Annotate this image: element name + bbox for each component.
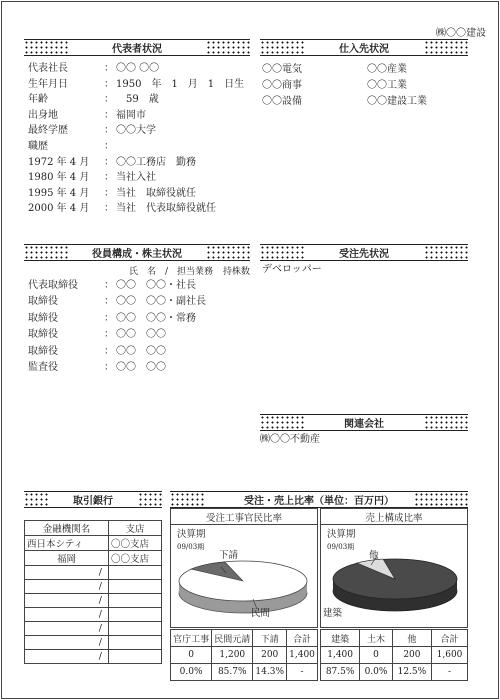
dot-pattern (24, 40, 68, 55)
dot-pattern (138, 492, 162, 507)
banks-title: 取引銀行 (69, 492, 117, 507)
rep-label: 1995 年 4 月 (28, 187, 90, 199)
sales-period: 決算期 (327, 529, 356, 540)
officers-col-name: 氏 名 / 担当業務 (128, 267, 213, 277)
supplier-item: 〇〇商事 (262, 80, 302, 91)
orders-ratios-cell: - (287, 664, 318, 681)
supplier-item: 〇〇産業 (367, 64, 407, 75)
orders-values-cell: 1,200 (212, 647, 253, 664)
suppliers-list (262, 62, 477, 109)
officer-colon: ： (104, 345, 114, 357)
officer-name: 〇〇 〇〇・社長 (116, 280, 196, 291)
rep-label: 2000 年 4 月 (28, 203, 90, 215)
officer-name: 〇〇 〇〇 (116, 329, 166, 341)
rep-value: 1950 年 1 月 1 日生 (116, 78, 245, 90)
rep-label: 出身地 (28, 109, 58, 121)
sales-values-cell: 1,400 (321, 647, 360, 664)
sales-ratios-row (321, 664, 468, 681)
rep-value (114, 139, 116, 155)
supplier-item: 〇〇設備 (262, 96, 302, 107)
dot-pattern (414, 492, 468, 507)
rep-value: 59 歳 (116, 94, 159, 106)
report-page (1, 1, 499, 699)
sales-ratios-cell: 87.5% (321, 664, 360, 681)
officer-name: 〇〇 〇〇 (116, 362, 166, 374)
rep-value: 福岡市 (116, 109, 146, 121)
rep-row (28, 139, 258, 155)
supplier-item: 〇〇建設工業 (367, 96, 427, 107)
rep-label: 1972 年 4 月 (28, 156, 90, 168)
bank-col-branch: 支店 (109, 521, 162, 536)
sales-chart-title: 売上構成比率 (321, 510, 467, 525)
rep-row (28, 170, 258, 186)
rep-row (28, 201, 258, 217)
orders-headers-cell: 合計 (287, 630, 318, 647)
dot-pattern (206, 40, 250, 55)
sales-values-cell: 0 (360, 647, 393, 664)
customers-list (262, 262, 322, 278)
officer-row (28, 344, 258, 360)
orders-headers-cell: 官庁工事 (171, 630, 212, 647)
banks-table (24, 520, 162, 664)
sales-headers-row (321, 630, 468, 647)
sales-values-cell: 1,600 (432, 647, 468, 664)
orders-chart-panel (170, 508, 318, 628)
dot-pattern (206, 245, 250, 260)
rep-colon: ： (104, 109, 114, 121)
sales-headers-cell: 他 (392, 630, 431, 647)
rep-value: 当社入社 (116, 172, 156, 184)
rep-row (28, 186, 258, 202)
sales-headers-cell: 建築 (321, 630, 360, 647)
orders-sales-title: 受注・売上比率（単位：百万円） (240, 492, 398, 507)
bank-row-empty (25, 636, 162, 650)
bank-slash: / (25, 636, 109, 650)
orders-ratios-row (171, 664, 318, 681)
rep-value: 〇〇大学 (116, 125, 156, 137)
sales-pie-chart (321, 509, 469, 629)
officer-role: 取締役 (28, 296, 58, 308)
sales-ratios-cell: 12.5% (392, 664, 431, 681)
officer-colon: ： (104, 329, 114, 341)
orders-label-private: 民間 (251, 608, 271, 619)
bank-branch: 〇〇支店 (109, 551, 162, 566)
orders-headers-row (171, 630, 318, 647)
representative-list (28, 61, 258, 217)
officer-role: 取締役 (28, 312, 58, 324)
dot-pattern (424, 40, 468, 55)
sales-headers-cell: 土木 (360, 630, 393, 647)
suppliers-header (260, 39, 468, 56)
bank-row-empty (25, 580, 162, 594)
bank-branch: 〇〇支店 (109, 536, 162, 551)
bank-name: 福岡 (25, 551, 109, 566)
rep-colon: ： (104, 203, 114, 215)
dot-pattern (170, 492, 206, 507)
sales-ratios-cell: 0.0% (360, 664, 393, 681)
rep-row (28, 123, 258, 139)
officer-colon: ： (104, 362, 114, 374)
bank-name: 西日本シティ (25, 536, 109, 551)
dot-pattern (24, 492, 48, 507)
dot-pattern (424, 245, 468, 260)
bank-slash: / (25, 622, 109, 636)
orders-headers-cell: 民間元請 (212, 630, 253, 647)
bank-row-empty (25, 594, 162, 608)
bank-slash: / (25, 594, 109, 608)
rep-value: 当社 代表取締役就任 (116, 203, 216, 215)
officer-role: 監査役 (28, 362, 58, 374)
rep-colon: ： (104, 187, 114, 199)
dot-pattern (260, 245, 304, 260)
officer-colon: ： (104, 312, 114, 324)
sales-table (320, 629, 468, 681)
rep-label: 職歴 (28, 140, 48, 152)
orders-label-sub: 下請 (219, 550, 239, 561)
bank-row (25, 551, 162, 566)
sales-date: 09/03期 (327, 543, 355, 551)
rep-colon: ： (104, 125, 114, 137)
officer-name: 〇〇 〇〇 (116, 345, 166, 357)
rep-colon: ： (104, 78, 114, 90)
bank-branch-empty (109, 566, 162, 580)
orders-ratios-cell: 0.0% (171, 664, 212, 681)
suppliers-title: 仕入先状況 (335, 40, 393, 55)
company-name: ㈱〇〇建設 (436, 28, 486, 39)
orders-pie-chart (171, 509, 319, 629)
representative-title: 代表者状況 (108, 40, 166, 55)
affiliate-item: ㈱〇〇不動産 (260, 434, 320, 445)
officer-role: 代表取締役 (28, 280, 78, 291)
orders-sales-header (170, 491, 468, 508)
dot-pattern (260, 415, 304, 430)
orders-ratios-cell: 85.7% (212, 664, 253, 681)
sales-headers-cell: 合計 (432, 630, 468, 647)
affiliates-title: 関連会社 (340, 415, 388, 430)
orders-headers-cell: 下請 (253, 630, 287, 647)
orders-values-row (171, 647, 318, 664)
customer-item: デベロッパー (262, 264, 322, 275)
rep-value: 〇〇工務店 勤務 (116, 156, 196, 168)
orders-period: 決算期 (177, 529, 206, 540)
officer-row (28, 294, 258, 310)
orders-ratios-cell: 14.3% (253, 664, 287, 681)
rep-value: 当社 取締役就任 (116, 187, 196, 199)
affiliates-list (260, 432, 320, 448)
rep-colon: ： (104, 156, 114, 168)
officer-row (28, 311, 258, 327)
bank-slash: / (25, 566, 109, 580)
supplier-item: 〇〇工業 (367, 80, 407, 91)
dot-pattern (24, 245, 68, 260)
rep-colon: ： (104, 172, 114, 184)
rep-label: 1980 年 4 月 (28, 172, 90, 184)
rep-row (28, 77, 258, 93)
sales-values-row (321, 647, 468, 664)
sales-chart-panel (320, 508, 468, 628)
orders-values-cell: 200 (253, 647, 287, 664)
officer-row (28, 360, 258, 376)
bank-row-empty (25, 650, 162, 664)
dot-pattern (260, 40, 304, 55)
officers-column-header (24, 264, 250, 277)
bank-branch-empty (109, 608, 162, 622)
bank-row-empty (25, 608, 162, 622)
bank-branch-empty (109, 636, 162, 650)
bank-slash: / (25, 650, 109, 664)
officer-name: 〇〇 〇〇・副社長 (116, 296, 206, 308)
orders-values-cell: 0 (171, 647, 212, 664)
orders-chart-title: 受注工事官民比率 (171, 510, 317, 525)
officer-row (28, 278, 258, 294)
orders-values-cell: 1,400 (287, 647, 318, 664)
bank-row (25, 536, 162, 551)
banks-header (24, 491, 162, 508)
orders-date: 09/03期 (177, 543, 205, 551)
rep-colon: ： (104, 94, 114, 106)
bank-slash: / (25, 580, 109, 594)
orders-table (170, 629, 318, 681)
sales-ratios-cell: - (432, 664, 468, 681)
rep-label: 生年月日 (28, 78, 68, 90)
officer-colon: ： (104, 296, 114, 308)
supplier-item: 〇〇電気 (262, 64, 302, 75)
officers-list (28, 278, 258, 376)
officer-colon: ： (104, 280, 114, 291)
dot-pattern (424, 415, 468, 430)
bank-branch-empty (109, 622, 162, 636)
rep-label: 代表社長 (28, 63, 68, 74)
bank-row-empty (25, 622, 162, 636)
bank-col-name: 金融機関名 (25, 521, 109, 536)
sales-label-building: 建築 (323, 608, 343, 619)
rep-label: 年齢 (28, 94, 48, 106)
officer-row (28, 327, 258, 343)
rep-value: 〇〇 〇〇 (116, 63, 160, 74)
rep-row (28, 92, 258, 108)
bank-branch-empty (109, 580, 162, 594)
bank-row-empty (25, 566, 162, 580)
sales-values-cell: 200 (392, 647, 431, 664)
rep-colon: ： (104, 140, 114, 152)
officer-role: 取締役 (28, 329, 58, 341)
officers-col-shares: 持株数 (222, 267, 250, 277)
affiliates-header (260, 414, 468, 431)
customers-title: 受注先状況 (335, 245, 393, 260)
officers-header (24, 244, 250, 261)
bank-branch-empty (109, 650, 162, 664)
rep-label: 最終学歴 (28, 125, 68, 137)
representative-header (24, 39, 250, 56)
rep-row (28, 155, 258, 171)
officer-name: 〇〇 〇〇・常務 (116, 312, 196, 324)
rep-row (28, 108, 258, 124)
bank-branch-empty (109, 594, 162, 608)
rep-colon: ： (104, 63, 114, 74)
sales-label-other: 他 (369, 550, 379, 561)
rep-row (28, 61, 258, 77)
bank-slash: / (25, 608, 109, 622)
officers-title: 役員構成・株主状況 (88, 245, 186, 260)
customers-header (260, 244, 468, 261)
officer-role: 取締役 (28, 345, 58, 357)
